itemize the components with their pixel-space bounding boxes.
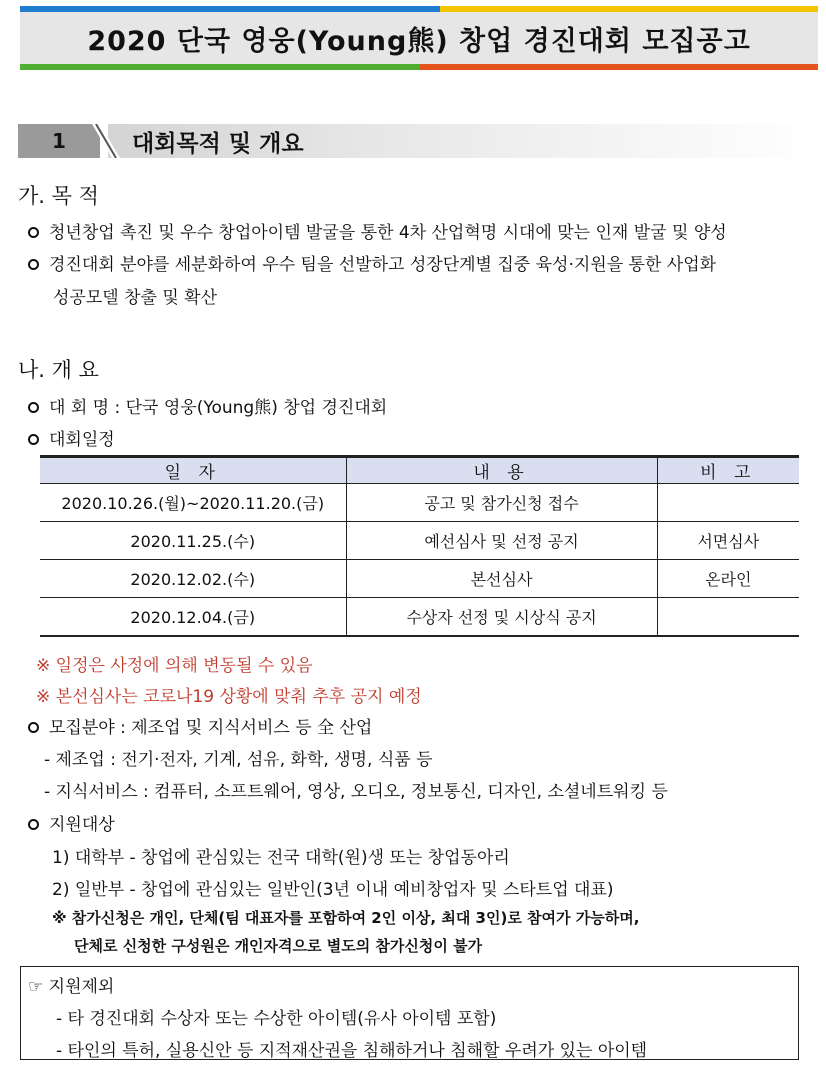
purpose-item-continuation: 성공모델 창출 및 확산 [53,288,218,308]
section-number: 1 [18,124,100,158]
cell-content: 공고 및 참가신청 접수 [346,484,657,522]
schedule-table [40,455,799,637]
field-item: - 지식서비스 : 컴퓨터, 소프트웨어, 영상, 오디오, 정보통신, 디자인, 소셜네트워킹 등 [44,782,668,802]
table-row [40,560,799,598]
purpose-heading: 가. 목 적 [18,184,99,208]
cell-date: 2020.12.02.(수) [40,560,346,598]
schedule-note: ※ 본선심사는 코로나19 상황에 맞춰 추후 공지 예정 [36,687,422,707]
circle-bullet-icon [28,259,39,270]
cell-remarks: 온라인 [657,560,799,598]
circle-bullet-icon [28,402,39,413]
cell-remarks [657,598,799,637]
exclusion-item: - 타인의 특허, 실용신안 등 지적재산권을 침해하거나 침해할 우려가 있는 아이템 [56,1041,648,1061]
circle-bullet-icon [28,227,39,238]
cell-remarks: 서면심사 [657,522,799,560]
cell-date: 2020.12.04.(금) [40,598,346,637]
purpose-item: 경진대회 분야를 세분화하여 우수 팀을 선발하고 성장단계별 집중 육성·지원을 통한 사업화 [28,250,716,275]
table-row [40,484,799,522]
cell-date: 2020.10.26.(월)~2020.11.20.(금) [40,484,346,522]
cell-content: 본선심사 [346,560,657,598]
schedule-table-header [40,457,799,484]
cell-remarks [657,484,799,522]
purpose-item: 청년창업 촉진 및 우수 창업아이템 발굴을 통한 4차 산업혁명 시대에 맞는 인재 발굴 및 양성 [28,218,727,243]
header-content: 내 용 [346,457,657,484]
circle-bullet-icon [28,434,39,445]
fields-label: 모집분야 : 제조업 및 지식서비스 등 全 산업 [28,713,372,738]
cell-content: 예선심사 및 선정 공지 [346,522,657,560]
section-slash-divider [92,124,122,158]
table-row [40,598,799,637]
circle-bullet-icon [28,722,39,733]
cell-date: 2020.11.25.(수) [40,522,346,560]
target-item: 2) 일반부 - 창업에 관심있는 일반인(3년 이내 예비창업자 및 스타트업 대표) [52,880,614,900]
page-title: 2020 단국 영웅(Young熊) 창업 경진대회 모집공고 [20,12,818,64]
header-remarks: 비 고 [657,457,799,484]
contest-name: 대 회 명 : 단국 영웅(Young熊) 창업 경진대회 [28,393,387,418]
circle-bullet-icon [28,819,39,830]
section-title: 대회목적 및 개요 [108,124,818,158]
exclusion-label: ☞ 지원제외 [28,977,115,997]
schedule-note: ※ 일정은 사정에 의해 변동될 수 있음 [36,656,313,676]
table-row [40,522,799,560]
target-item: 1) 대학부 - 창업에 관심있는 전국 대학(원)생 또는 창업동아리 [52,848,510,868]
overview-heading: 나. 개 요 [18,358,99,382]
schedule-label: 대회일정 [28,425,115,450]
cell-content: 수상자 선정 및 시상식 공지 [346,598,657,637]
team-note: ※ 참가신청은 개인, 단체(팀 대표자를 포함하여 2인 이상, 최대 3인)로 참여가 가능하며, [52,909,640,927]
header-date: 일 자 [40,457,346,484]
team-note-continuation: 단체로 신청한 구성원은 개인자격으로 별도의 참가신청이 불가 [74,937,483,955]
exclusion-item: - 타 경진대회 수상자 또는 수상한 아이템(유사 아이템 포함) [56,1009,497,1029]
field-item: - 제조업 : 전기·전자, 기계, 섬유, 화학, 생명, 식품 등 [44,750,433,770]
target-label: 지원대상 [28,810,115,835]
title-bottom-color-bar [20,64,818,70]
